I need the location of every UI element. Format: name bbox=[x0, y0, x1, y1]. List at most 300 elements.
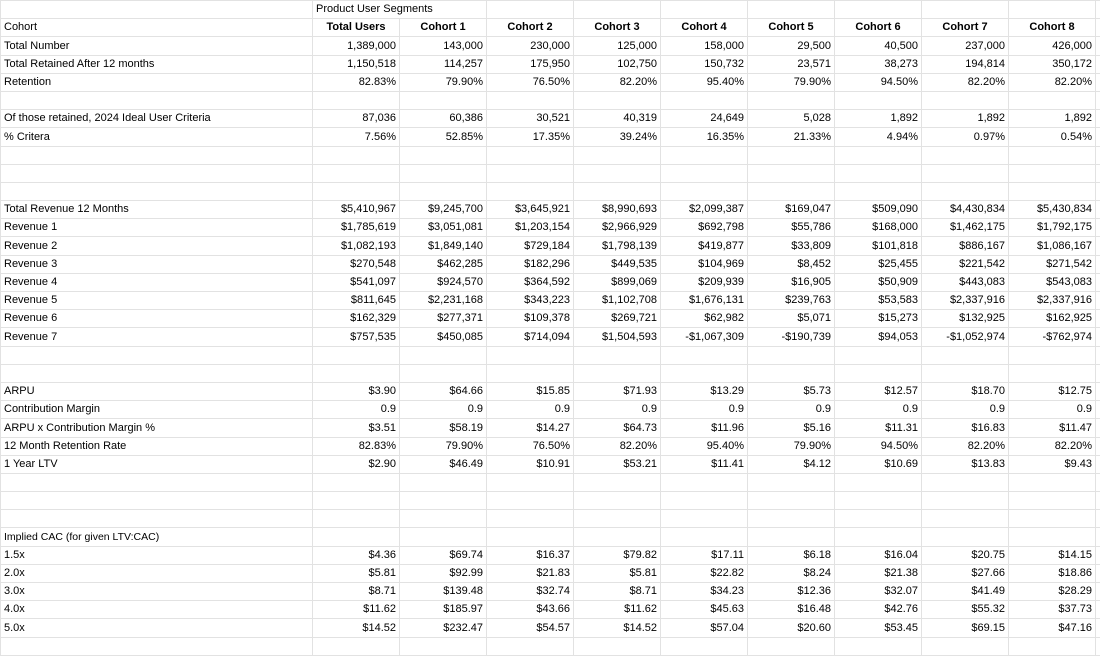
empty-cell[interactable] bbox=[1009, 346, 1096, 364]
empty-cell[interactable] bbox=[487, 364, 574, 382]
cell-cohort-8[interactable]: $12.75 bbox=[1009, 382, 1096, 400]
empty-cell[interactable] bbox=[1096, 146, 1100, 164]
empty-cell[interactable] bbox=[487, 91, 574, 109]
empty-cell[interactable] bbox=[1009, 164, 1096, 182]
cell-total-users[interactable]: 0.9 bbox=[313, 401, 400, 419]
empty-cell[interactable] bbox=[1096, 382, 1100, 400]
cell-cohort-4[interactable]: -$1,067,309 bbox=[661, 328, 748, 346]
column-header-cohort-1[interactable]: Cohort 1 bbox=[400, 19, 487, 37]
empty-cell[interactable] bbox=[922, 510, 1009, 528]
empty-cell[interactable] bbox=[748, 91, 835, 109]
row-label[interactable]: 4.0x bbox=[1, 601, 313, 619]
row-label[interactable]: 12 Month Retention Rate bbox=[1, 437, 313, 455]
cell-cohort-8[interactable]: -$762,974 bbox=[1009, 328, 1096, 346]
cell-cohort-3[interactable]: $64.73 bbox=[574, 419, 661, 437]
row-label[interactable]: 1 Year LTV bbox=[1, 455, 313, 473]
column-header-cohort-7[interactable]: Cohort 7 bbox=[922, 19, 1009, 37]
empty-cell[interactable] bbox=[661, 510, 748, 528]
cell-total-users[interactable]: $811,645 bbox=[313, 292, 400, 310]
cell-total-users[interactable]: $757,535 bbox=[313, 328, 400, 346]
empty-cell[interactable] bbox=[1096, 237, 1100, 255]
empty-cell[interactable] bbox=[748, 1, 835, 19]
empty-cell[interactable] bbox=[574, 1, 661, 19]
cell-cohort-6[interactable]: $42.76 bbox=[835, 601, 922, 619]
column-header-cohort-2[interactable]: Cohort 2 bbox=[487, 19, 574, 37]
empty-cell[interactable] bbox=[1, 182, 313, 200]
cell-cohort-3[interactable]: $899,069 bbox=[574, 273, 661, 291]
cell-cohort-3[interactable]: $14.52 bbox=[574, 619, 661, 637]
column-header-cohort-4[interactable]: Cohort 4 bbox=[661, 19, 748, 37]
empty-cell[interactable] bbox=[835, 510, 922, 528]
cell-cohort-6[interactable]: $101,818 bbox=[835, 237, 922, 255]
cell-cohort-3[interactable]: $2,966,929 bbox=[574, 219, 661, 237]
empty-cell[interactable] bbox=[1096, 564, 1100, 582]
empty-cell[interactable] bbox=[1, 364, 313, 382]
cell-cohort-4[interactable]: 16.35% bbox=[661, 128, 748, 146]
cell-cohort-1[interactable]: 79.90% bbox=[400, 437, 487, 455]
cell-cohort-5[interactable]: $8.24 bbox=[748, 564, 835, 582]
cell-cohort-7[interactable]: $1,462,175 bbox=[922, 219, 1009, 237]
cell-cohort-6[interactable]: $12.57 bbox=[835, 382, 922, 400]
cell-cohort-1[interactable]: 0.9 bbox=[400, 401, 487, 419]
empty-cell[interactable] bbox=[1096, 510, 1100, 528]
cell-cohort-1[interactable]: 143,000 bbox=[400, 37, 487, 55]
cell-cohort-7[interactable]: $443,083 bbox=[922, 273, 1009, 291]
cell-cohort-2[interactable]: $109,378 bbox=[487, 310, 574, 328]
empty-cell[interactable] bbox=[313, 473, 400, 491]
empty-cell[interactable] bbox=[1, 510, 313, 528]
cell-cohort-1[interactable]: $2,231,168 bbox=[400, 292, 487, 310]
empty-cell[interactable] bbox=[835, 146, 922, 164]
empty-cell[interactable] bbox=[1, 91, 313, 109]
cell-cohort-4[interactable]: $692,798 bbox=[661, 219, 748, 237]
empty-cell[interactable] bbox=[487, 346, 574, 364]
empty-cell[interactable] bbox=[835, 473, 922, 491]
cell-cohort-4[interactable]: $22.82 bbox=[661, 564, 748, 582]
empty-cell[interactable] bbox=[661, 182, 748, 200]
cell-total-users[interactable]: $541,097 bbox=[313, 273, 400, 291]
empty-cell[interactable] bbox=[1096, 110, 1100, 128]
cell-cohort-3[interactable]: 39.24% bbox=[574, 128, 661, 146]
cell-cohort-1[interactable]: $924,570 bbox=[400, 273, 487, 291]
cell-total-users[interactable]: $2.90 bbox=[313, 455, 400, 473]
empty-cell[interactable] bbox=[574, 146, 661, 164]
cell-cohort-5[interactable]: 29,500 bbox=[748, 37, 835, 55]
cell-cohort-5[interactable]: $55,786 bbox=[748, 219, 835, 237]
empty-cell[interactable] bbox=[922, 1, 1009, 19]
cell-cohort-5[interactable]: 23,571 bbox=[748, 55, 835, 73]
cell-cohort-6[interactable]: $509,090 bbox=[835, 201, 922, 219]
empty-cell[interactable] bbox=[313, 346, 400, 364]
cell-cohort-6[interactable]: $15,273 bbox=[835, 310, 922, 328]
row-label[interactable]: ARPU bbox=[1, 382, 313, 400]
cell-cohort-5[interactable]: $239,763 bbox=[748, 292, 835, 310]
empty-cell[interactable] bbox=[574, 510, 661, 528]
cell-cohort-7[interactable]: $4,430,834 bbox=[922, 201, 1009, 219]
empty-cell[interactable] bbox=[574, 91, 661, 109]
cell-cohort-4[interactable]: $11.96 bbox=[661, 419, 748, 437]
cell-cohort-7[interactable]: $18.70 bbox=[922, 382, 1009, 400]
cell-cohort-5[interactable]: -$190,739 bbox=[748, 328, 835, 346]
empty-cell[interactable] bbox=[487, 510, 574, 528]
cell-total-users[interactable]: $1,785,619 bbox=[313, 219, 400, 237]
empty-cell[interactable] bbox=[487, 528, 574, 546]
cell-cohort-5[interactable]: 79.90% bbox=[748, 437, 835, 455]
empty-cell[interactable] bbox=[748, 364, 835, 382]
empty-cell[interactable] bbox=[1096, 1, 1100, 19]
cell-total-users[interactable]: $3.51 bbox=[313, 419, 400, 437]
cell-cohort-4[interactable]: $209,939 bbox=[661, 273, 748, 291]
cell-cohort-1[interactable]: $450,085 bbox=[400, 328, 487, 346]
empty-cell[interactable] bbox=[400, 473, 487, 491]
empty-cell[interactable] bbox=[313, 182, 400, 200]
cell-cohort-4[interactable]: 150,732 bbox=[661, 55, 748, 73]
empty-cell[interactable] bbox=[1009, 364, 1096, 382]
empty-cell[interactable] bbox=[313, 492, 400, 510]
cell-cohort-8[interactable]: $271,542 bbox=[1009, 255, 1096, 273]
cell-cohort-1[interactable]: 114,257 bbox=[400, 55, 487, 73]
empty-cell[interactable] bbox=[1009, 146, 1096, 164]
empty-cell[interactable] bbox=[661, 346, 748, 364]
empty-cell[interactable] bbox=[1096, 346, 1100, 364]
cell-cohort-8[interactable]: 426,000 bbox=[1009, 37, 1096, 55]
row-label[interactable]: 3.0x bbox=[1, 583, 313, 601]
empty-cell[interactable] bbox=[748, 510, 835, 528]
cell-total-users[interactable]: 87,036 bbox=[313, 110, 400, 128]
cell-cohort-2[interactable]: $16.37 bbox=[487, 546, 574, 564]
cell-cohort-5[interactable]: $16,905 bbox=[748, 273, 835, 291]
cell-cohort-4[interactable]: $13.29 bbox=[661, 382, 748, 400]
cell-cohort-2[interactable]: $714,094 bbox=[487, 328, 574, 346]
cell-cohort-2[interactable]: $14.27 bbox=[487, 419, 574, 437]
row-label[interactable]: Revenue 1 bbox=[1, 219, 313, 237]
cell-cohort-4[interactable]: $45.63 bbox=[661, 601, 748, 619]
empty-cell[interactable] bbox=[835, 164, 922, 182]
cell-cohort-6[interactable]: 0.9 bbox=[835, 401, 922, 419]
empty-cell[interactable] bbox=[1096, 601, 1100, 619]
empty-cell[interactable] bbox=[661, 364, 748, 382]
cell-cohort-4[interactable]: 0.9 bbox=[661, 401, 748, 419]
column-header-cohort-6[interactable]: Cohort 6 bbox=[835, 19, 922, 37]
empty-cell[interactable] bbox=[574, 346, 661, 364]
empty-cell[interactable] bbox=[661, 164, 748, 182]
empty-cell[interactable] bbox=[1096, 455, 1100, 473]
empty-cell[interactable] bbox=[487, 146, 574, 164]
cell-cohort-8[interactable]: $14.15 bbox=[1009, 546, 1096, 564]
cell-total-users[interactable]: $5.81 bbox=[313, 564, 400, 582]
empty-cell[interactable] bbox=[748, 528, 835, 546]
cell-cohort-8[interactable]: $47.16 bbox=[1009, 619, 1096, 637]
cell-cohort-2[interactable]: 0.9 bbox=[487, 401, 574, 419]
empty-cell[interactable] bbox=[487, 492, 574, 510]
cell-cohort-8[interactable]: $11.47 bbox=[1009, 419, 1096, 437]
empty-cell[interactable] bbox=[1009, 91, 1096, 109]
cell-cohort-7[interactable]: $69.15 bbox=[922, 619, 1009, 637]
empty-cell[interactable] bbox=[922, 182, 1009, 200]
empty-cell[interactable] bbox=[400, 91, 487, 109]
empty-cell[interactable] bbox=[1009, 528, 1096, 546]
cell-cohort-7[interactable]: 194,814 bbox=[922, 55, 1009, 73]
empty-cell[interactable] bbox=[1, 346, 313, 364]
cell-total-users[interactable]: $162,329 bbox=[313, 310, 400, 328]
empty-cell[interactable] bbox=[400, 164, 487, 182]
empty-cell[interactable] bbox=[400, 492, 487, 510]
empty-cell[interactable] bbox=[922, 164, 1009, 182]
cell-total-users[interactable]: 7.56% bbox=[313, 128, 400, 146]
row-label[interactable]: 2.0x bbox=[1, 564, 313, 582]
cell-total-users[interactable]: $4.36 bbox=[313, 546, 400, 564]
cell-cohort-8[interactable]: 0.9 bbox=[1009, 401, 1096, 419]
empty-cell[interactable] bbox=[1096, 583, 1100, 601]
empty-cell[interactable] bbox=[1096, 182, 1100, 200]
empty-cell[interactable] bbox=[661, 91, 748, 109]
cell-cohort-2[interactable]: $343,223 bbox=[487, 292, 574, 310]
cell-cohort-2[interactable]: $32.74 bbox=[487, 583, 574, 601]
cell-cohort-7[interactable]: $27.66 bbox=[922, 564, 1009, 582]
cell-cohort-2[interactable]: $10.91 bbox=[487, 455, 574, 473]
empty-cell[interactable] bbox=[1096, 273, 1100, 291]
cell-cohort-6[interactable]: $16.04 bbox=[835, 546, 922, 564]
empty-cell[interactable] bbox=[661, 1, 748, 19]
empty-cell[interactable] bbox=[1096, 164, 1100, 182]
cell-cohort-8[interactable]: 350,172 bbox=[1009, 55, 1096, 73]
cell-cohort-4[interactable]: $11.41 bbox=[661, 455, 748, 473]
cell-cohort-1[interactable]: $64.66 bbox=[400, 382, 487, 400]
empty-cell[interactable] bbox=[1, 492, 313, 510]
cell-cohort-1[interactable]: 79.90% bbox=[400, 73, 487, 91]
empty-cell[interactable] bbox=[835, 1, 922, 19]
empty-cell[interactable] bbox=[574, 492, 661, 510]
empty-cell[interactable] bbox=[1096, 437, 1100, 455]
empty-cell[interactable] bbox=[1, 146, 313, 164]
cell-cohort-1[interactable]: $185.97 bbox=[400, 601, 487, 619]
cell-total-users[interactable]: 1,150,518 bbox=[313, 55, 400, 73]
row-label[interactable]: Revenue 3 bbox=[1, 255, 313, 273]
column-header-cohort-5[interactable]: Cohort 5 bbox=[748, 19, 835, 37]
cell-cohort-1[interactable]: $58.19 bbox=[400, 419, 487, 437]
cell-total-users[interactable]: 1,389,000 bbox=[313, 37, 400, 55]
cell-cohort-3[interactable]: $1,102,708 bbox=[574, 292, 661, 310]
empty-cell[interactable] bbox=[1096, 201, 1100, 219]
empty-cell[interactable] bbox=[748, 146, 835, 164]
cell-cohort-3[interactable]: 102,750 bbox=[574, 55, 661, 73]
cell-cohort-8[interactable]: $28.29 bbox=[1009, 583, 1096, 601]
empty-cell[interactable] bbox=[487, 1, 574, 19]
cell-cohort-8[interactable]: $543,083 bbox=[1009, 273, 1096, 291]
cell-cohort-1[interactable]: $139.48 bbox=[400, 583, 487, 601]
cell-cohort-7[interactable]: 0.97% bbox=[922, 128, 1009, 146]
cell-cohort-5[interactable]: $5.16 bbox=[748, 419, 835, 437]
empty-cell[interactable] bbox=[835, 91, 922, 109]
cell-cohort-2[interactable]: $182,296 bbox=[487, 255, 574, 273]
cell-cohort-4[interactable]: 158,000 bbox=[661, 37, 748, 55]
empty-cell[interactable] bbox=[1096, 91, 1100, 109]
empty-cell[interactable] bbox=[922, 492, 1009, 510]
cell-cohort-3[interactable]: $71.93 bbox=[574, 382, 661, 400]
cell-cohort-2[interactable]: $729,184 bbox=[487, 237, 574, 255]
row-label[interactable]: Total Number bbox=[1, 37, 313, 55]
cell-cohort-4[interactable]: $57.04 bbox=[661, 619, 748, 637]
empty-cell[interactable] bbox=[313, 364, 400, 382]
cell-cohort-8[interactable]: 1,892 bbox=[1009, 110, 1096, 128]
cell-cohort-7[interactable]: $886,167 bbox=[922, 237, 1009, 255]
empty-cell[interactable] bbox=[400, 528, 487, 546]
cell-cohort-7[interactable]: 82.20% bbox=[922, 73, 1009, 91]
empty-cell[interactable] bbox=[1096, 619, 1100, 637]
row-label-cohort[interactable]: Cohort bbox=[1, 19, 313, 37]
empty-cell[interactable] bbox=[574, 364, 661, 382]
empty-cell[interactable] bbox=[487, 473, 574, 491]
cell-cohort-3[interactable]: $1,504,593 bbox=[574, 328, 661, 346]
empty-cell[interactable] bbox=[835, 346, 922, 364]
cell-cohort-5[interactable]: 79.90% bbox=[748, 73, 835, 91]
empty-cell[interactable] bbox=[1096, 292, 1100, 310]
empty-cell[interactable] bbox=[922, 91, 1009, 109]
cell-cohort-7[interactable]: $16.83 bbox=[922, 419, 1009, 437]
cell-cohort-4[interactable]: 95.40% bbox=[661, 73, 748, 91]
cell-cohort-4[interactable]: $17.11 bbox=[661, 546, 748, 564]
column-header-total-users[interactable]: Total Users bbox=[313, 19, 400, 37]
empty-cell[interactable] bbox=[1, 1, 313, 19]
cell-cohort-6[interactable]: $10.69 bbox=[835, 455, 922, 473]
column-header-cohort-3[interactable]: Cohort 3 bbox=[574, 19, 661, 37]
empty-cell[interactable] bbox=[1096, 473, 1100, 491]
cell-cohort-2[interactable]: 175,950 bbox=[487, 55, 574, 73]
cell-cohort-2[interactable]: $1,203,154 bbox=[487, 219, 574, 237]
cell-cohort-8[interactable]: 0.54% bbox=[1009, 128, 1096, 146]
cell-cohort-3[interactable]: $8.71 bbox=[574, 583, 661, 601]
cell-cohort-3[interactable]: $11.62 bbox=[574, 601, 661, 619]
cell-cohort-6[interactable]: $50,909 bbox=[835, 273, 922, 291]
cell-cohort-1[interactable]: $232.47 bbox=[400, 619, 487, 637]
empty-cell[interactable] bbox=[574, 182, 661, 200]
cell-cohort-6[interactable]: $53.45 bbox=[835, 619, 922, 637]
cell-cohort-8[interactable]: $1,792,175 bbox=[1009, 219, 1096, 237]
empty-cell[interactable] bbox=[835, 492, 922, 510]
empty-cell[interactable] bbox=[400, 182, 487, 200]
cell-cohort-4[interactable]: $104,969 bbox=[661, 255, 748, 273]
empty-cell[interactable] bbox=[922, 364, 1009, 382]
cell-cohort-3[interactable]: $449,535 bbox=[574, 255, 661, 273]
cell-cohort-2[interactable]: 76.50% bbox=[487, 73, 574, 91]
empty-cell[interactable] bbox=[661, 146, 748, 164]
cell-cohort-3[interactable]: 125,000 bbox=[574, 37, 661, 55]
cell-cohort-3[interactable]: 40,319 bbox=[574, 110, 661, 128]
cell-cohort-5[interactable]: $6.18 bbox=[748, 546, 835, 564]
cell-cohort-2[interactable]: $43.66 bbox=[487, 601, 574, 619]
cell-cohort-5[interactable]: $4.12 bbox=[748, 455, 835, 473]
cell-cohort-1[interactable]: $1,849,140 bbox=[400, 237, 487, 255]
empty-cell[interactable] bbox=[922, 528, 1009, 546]
cell-cohort-3[interactable]: 0.9 bbox=[574, 401, 661, 419]
cell-cohort-5[interactable]: $12.36 bbox=[748, 583, 835, 601]
cell-cohort-3[interactable]: $53.21 bbox=[574, 455, 661, 473]
cell-cohort-6[interactable]: 94.50% bbox=[835, 73, 922, 91]
cell-cohort-2[interactable]: 30,521 bbox=[487, 110, 574, 128]
section-label[interactable]: Implied CAC (for given LTV:CAC) bbox=[1, 528, 313, 546]
cell-cohort-8[interactable]: 82.20% bbox=[1009, 73, 1096, 91]
empty-cell[interactable] bbox=[1096, 73, 1100, 91]
cell-cohort-6[interactable]: $21.38 bbox=[835, 564, 922, 582]
row-label[interactable]: 5.0x bbox=[1, 619, 313, 637]
cell-cohort-6[interactable]: 1,892 bbox=[835, 110, 922, 128]
cell-total-users[interactable]: $1,082,193 bbox=[313, 237, 400, 255]
cell-cohort-1[interactable]: $462,285 bbox=[400, 255, 487, 273]
empty-cell[interactable] bbox=[1096, 328, 1100, 346]
cell-cohort-2[interactable]: $3,645,921 bbox=[487, 201, 574, 219]
cell-cohort-1[interactable]: $277,371 bbox=[400, 310, 487, 328]
cell-cohort-1[interactable]: $3,051,081 bbox=[400, 219, 487, 237]
empty-cell[interactable] bbox=[1096, 310, 1100, 328]
cell-cohort-6[interactable]: $25,455 bbox=[835, 255, 922, 273]
cell-cohort-7[interactable]: $20.75 bbox=[922, 546, 1009, 564]
empty-cell[interactable] bbox=[313, 91, 400, 109]
cell-cohort-5[interactable]: $20.60 bbox=[748, 619, 835, 637]
empty-cell[interactable] bbox=[1096, 19, 1100, 37]
cell-cohort-5[interactable]: $33,809 bbox=[748, 237, 835, 255]
row-label[interactable]: Total Retained After 12 months bbox=[1, 55, 313, 73]
cell-cohort-4[interactable]: $34.23 bbox=[661, 583, 748, 601]
cell-cohort-1[interactable]: $46.49 bbox=[400, 455, 487, 473]
cell-cohort-2[interactable]: $15.85 bbox=[487, 382, 574, 400]
empty-cell[interactable] bbox=[487, 164, 574, 182]
cell-cohort-3[interactable]: 82.20% bbox=[574, 437, 661, 455]
empty-cell[interactable] bbox=[748, 473, 835, 491]
cell-cohort-6[interactable]: 40,500 bbox=[835, 37, 922, 55]
cell-cohort-2[interactable]: $364,592 bbox=[487, 273, 574, 291]
empty-cell[interactable] bbox=[661, 473, 748, 491]
cell-cohort-5[interactable]: $16.48 bbox=[748, 601, 835, 619]
empty-cell[interactable] bbox=[1096, 492, 1100, 510]
cell-cohort-1[interactable]: $69.74 bbox=[400, 546, 487, 564]
cell-cohort-4[interactable]: $419,877 bbox=[661, 237, 748, 255]
empty-cell[interactable] bbox=[1009, 492, 1096, 510]
empty-cell[interactable] bbox=[1, 473, 313, 491]
cell-cohort-4[interactable]: $2,099,387 bbox=[661, 201, 748, 219]
cell-cohort-8[interactable]: $9.43 bbox=[1009, 455, 1096, 473]
segments-title-cell[interactable]: Product User Segments bbox=[313, 1, 487, 19]
empty-cell[interactable] bbox=[574, 473, 661, 491]
cell-cohort-7[interactable]: $2,337,916 bbox=[922, 292, 1009, 310]
cell-cohort-5[interactable]: $169,047 bbox=[748, 201, 835, 219]
cell-cohort-4[interactable]: $62,982 bbox=[661, 310, 748, 328]
cell-total-users[interactable]: $8.71 bbox=[313, 583, 400, 601]
cell-cohort-6[interactable]: $11.31 bbox=[835, 419, 922, 437]
empty-cell[interactable] bbox=[313, 164, 400, 182]
empty-cell[interactable] bbox=[835, 364, 922, 382]
cell-cohort-8[interactable]: $1,086,167 bbox=[1009, 237, 1096, 255]
row-label[interactable]: Total Revenue 12 Months bbox=[1, 201, 313, 219]
empty-cell[interactable] bbox=[1096, 55, 1100, 73]
cell-cohort-6[interactable]: $94,053 bbox=[835, 328, 922, 346]
cell-cohort-7[interactable]: $55.32 bbox=[922, 601, 1009, 619]
cell-cohort-2[interactable]: 17.35% bbox=[487, 128, 574, 146]
cell-cohort-1[interactable]: $92.99 bbox=[400, 564, 487, 582]
row-label[interactable]: Revenue 5 bbox=[1, 292, 313, 310]
empty-cell[interactable] bbox=[313, 528, 400, 546]
cell-cohort-5[interactable]: 5,028 bbox=[748, 110, 835, 128]
empty-cell[interactable] bbox=[400, 364, 487, 382]
cell-cohort-6[interactable]: $168,000 bbox=[835, 219, 922, 237]
cell-cohort-3[interactable]: $1,798,139 bbox=[574, 237, 661, 255]
empty-cell[interactable] bbox=[1009, 473, 1096, 491]
cell-cohort-7[interactable]: 237,000 bbox=[922, 37, 1009, 55]
row-label[interactable]: 1.5x bbox=[1, 546, 313, 564]
cell-cohort-7[interactable]: $41.49 bbox=[922, 583, 1009, 601]
row-label[interactable]: Revenue 7 bbox=[1, 328, 313, 346]
cell-cohort-3[interactable]: $269,721 bbox=[574, 310, 661, 328]
row-label[interactable]: ARPU x Contribution Margin % bbox=[1, 419, 313, 437]
